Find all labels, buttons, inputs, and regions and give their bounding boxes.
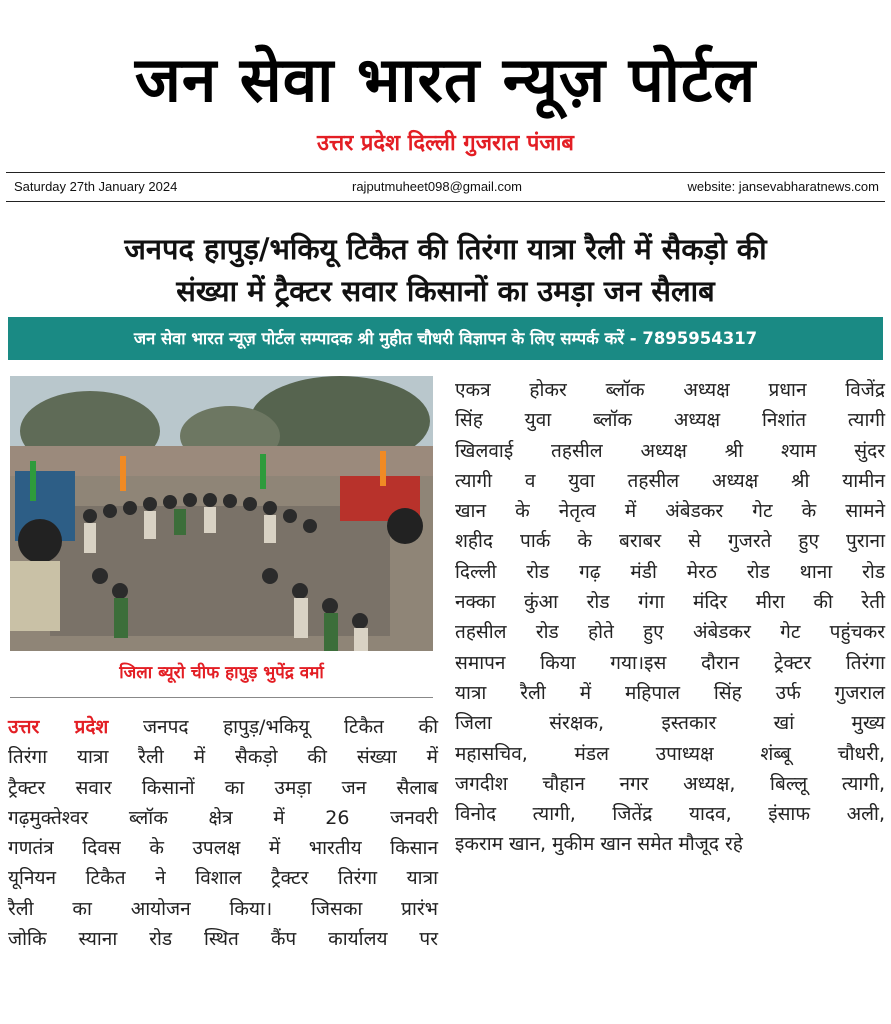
photo-caption: जिला ब्यूरो चीफ हापुड़ भुपेंद्र वर्मा [119, 663, 324, 683]
article-line: महासचिव, मंडल उपाध्यक्ष शंब्बू चौधरी, [455, 742, 885, 765]
headline-line-2: संख्या में ट्रैक्टर सवार किसानों का उमड़ा जन सैलाब [176, 274, 715, 308]
article-line: जगदीश चौहान नगर अध्यक्ष, बिल्लू त्यागी, [455, 772, 885, 795]
article-line: तिरंगा यात्रा रैली में सैकड़ो की संख्या में [8, 746, 438, 769]
article-line: गढ़मुक्तेश्वर ब्लॉक क्षेत्र में 26 जनवरी [8, 806, 438, 829]
issue-date: Saturday 27th January 2024 [14, 179, 178, 194]
dateline: उत्तर प्रदेश [8, 716, 109, 738]
article-line: नक्का कुंआ रोड गंगा मंदिर मीरा की रेती [455, 591, 885, 614]
article-column-left [8, 712, 438, 954]
article-line: जिला संरक्षक, इस्तकार खां मुख्य [455, 712, 885, 735]
article-line [8, 712, 438, 742]
article-line: ट्रैक्टर सवार किसानों का उमड़ा जन सैलाब [8, 776, 438, 799]
contact-email[interactable]: rajputmuheet098@gmail.com [352, 179, 523, 194]
editor-contact-banner: जन सेवा भारत न्यूज़ पोर्टल सम्पादक श्री मुहीत चौधरी विज्ञापन के लिए सम्पर्क करें - 7895954317 [8, 317, 883, 360]
article-line: तहसील रोड होते हुए अंबेडकर गेट पहुंचकर [455, 621, 885, 644]
article-line: विनोद त्यागी, जितेंद्र यादव, इंसाफ अली, [455, 803, 885, 826]
article-line: रैली का आयोजन किया। जिसका प्रारंभ [8, 897, 438, 920]
info-bar [6, 172, 885, 202]
article-line: दिल्ली रोड गढ़ मंडी मेरठ रोड थाना रोड [455, 560, 885, 583]
regions-subtitle: उत्तर प्रदेश दिल्ली गुजरात पंजाब [317, 131, 574, 156]
article-line: सिंह युवा ब्लॉक अध्यक्ष निशांत त्यागी [455, 409, 885, 432]
newspaper-title: जन सेवा भारत न्यूज़ पोर्टल [134, 43, 757, 116]
article-line: यात्रा रैली में महिपाल सिंह उर्फ गुजराल [455, 681, 885, 704]
article-line: इकराम खान, मुकीम खान समेत मौजूद रहे [455, 833, 743, 856]
article-line: खिलवाई तहसील अध्यक्ष श्री श्याम सुंदर [455, 439, 885, 462]
article-line-text: जनपद हापुड़/भकियू टिकैत की [108, 716, 439, 738]
masthead [0, 0, 891, 168]
rally-photo-illustration [10, 376, 433, 651]
article-line: खान के नेतृत्व में अंबेडकर गेट के सामने [455, 500, 885, 523]
website-link[interactable]: website: jansevabharatnews.com [687, 179, 879, 194]
article-line: यूनियन टिकैत ने विशाल ट्रैक्टर तिरंगा यात्रा [8, 867, 438, 890]
article-line: जोकि स्याना रोड स्थित कैंप कार्यालय पर [8, 928, 438, 951]
article-line: एकत्र होकर ब्लॉक अध्यक्ष प्रधान विजेंद्र [455, 379, 885, 401]
news-photo [10, 376, 433, 651]
article-line: गणतंत्र दिवस के उपलक्ष में भारतीय किसान [8, 837, 438, 860]
article-column-right [455, 375, 885, 860]
article-line: शहीद पार्क के बराबर से गुजरते हुए पुराना [455, 530, 886, 553]
headline [0, 228, 891, 312]
caption-divider [10, 697, 433, 698]
article-line: त्यागी व युवा तहसील अध्यक्ष श्री यामीन [455, 469, 885, 492]
headline-line-1: जनपद हापुड़/भकियू टिकैत की तिरंगा यात्रा रैली में सैकड़ो की [124, 232, 767, 266]
article-line: समापन किया गया।इस दौरान ट्रेक्टर तिरंगा [455, 651, 885, 674]
